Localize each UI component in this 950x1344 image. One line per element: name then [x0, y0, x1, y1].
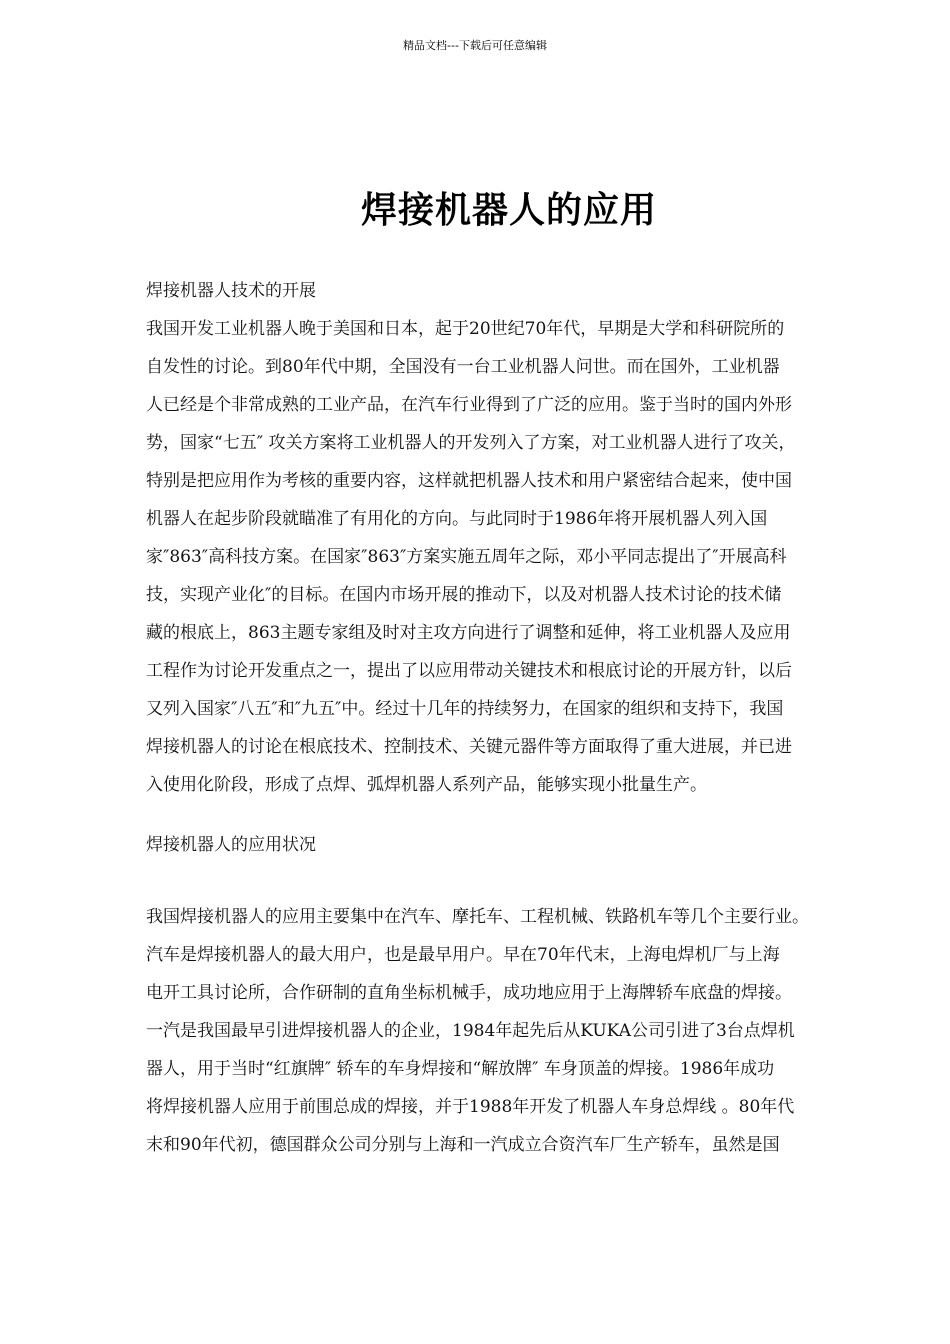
paragraph-line: 器人，用于当时“红旗牌″ 轿车的车身焊接和“解放牌″ 车身顶盖的焊接。1986年成功 [146, 1059, 775, 1079]
paragraph-line: 电开工具讨论所，合作研制的直角坐标机械手，成功地应用于上海牌轿车底盘的焊接。 [146, 983, 792, 1003]
paragraph-line: 特别是把应用作为考核的重要内容，这样就把机器人技术和用户紧密结合起来，使中国 [146, 471, 792, 491]
paragraph-line: 一汽是我国最早引进焊接机器人的企业，1984年起先后从KUKA公司引进了3台点焊机 [146, 1021, 795, 1041]
paragraph-line: 将焊接机器人应用于前围总成的焊接，并于1988年开发了机器人车身总焊线 。80年代 [146, 1097, 795, 1117]
section-heading: 焊接机器人技术的开展 [146, 281, 316, 301]
paragraph-line: 末和90年代初，德国群众公司分别与上海和一汽成立合资汽车厂生产轿车，虽然是国 [146, 1135, 780, 1155]
paragraph-line: 自发性的讨论。到80年代中期，全国没有一台工业机器人问世。而在国外，工业机器 [146, 357, 780, 377]
paragraph-line: 势，国家“七五″ 攻关方案将工业机器人的开发列入了方案，对工业机器人进行了攻关， [146, 433, 796, 453]
paragraph-line: 汽车是焊接机器人的最大用户，也是最早用户。早在70年代末，上海电焊机厂与上海 [146, 945, 780, 965]
paragraph-line: 机器人在起步阶段就瞄准了有用化的方向。与此同时于1986年将开展机器人列入国 [146, 509, 768, 529]
section-heading: 焊接机器人的应用状况 [146, 835, 316, 855]
paragraph-line: 家″863″高科技方案。在国家″863″方案实施五周年之际，邓小平同志提出了″开展高科 [146, 547, 787, 567]
paragraph-line: 又列入国家″八五″和″九五″中。经过十几年的持续努力，在国家的组织和支持下，我国 [146, 699, 784, 719]
paragraph-line: 我国开发工业机器人晚于美国和日本，起于20世纪70年代，早期是大学和科研院所的 [146, 319, 785, 339]
paragraph-line: 我国焊接机器人的应用主要集中在汽车、摩托车、工程机械、铁路机车等几个主要行业。 [146, 907, 809, 927]
paragraph-line: 工程作为讨论开发重点之一，提出了以应用带动关键技术和根底讨论的开展方针，以后 [146, 661, 792, 681]
paragraph-line: 技，实现产业化″的目标。在国内市场开展的推动下，以及对机器人技术讨论的技术储 [146, 585, 782, 605]
document-body [146, 272, 886, 1164]
paragraph-line: 入使用化阶段，形成了点焊、弧焊机器人系列产品，能够实现小批量生产。 [146, 775, 707, 795]
paragraph-line: 人已经是个非常成熟的工业产品，在汽车行业得到了广泛的应用。鉴于当时的国内外形 [146, 395, 792, 415]
paragraph-line: 焊接机器人的讨论在根底技术、控制技术、关键元器件等方面取得了重大进展，并已进 [146, 737, 792, 757]
document-title: 焊接机器人的应用 [360, 189, 657, 231]
page-header: 精品文档---下载后可任意编辑 [403, 39, 547, 52]
paragraph-line: 藏的根底上，863主题专家组及时对主攻方向进行了调整和延伸，将工业机器人及应用 [146, 623, 791, 643]
